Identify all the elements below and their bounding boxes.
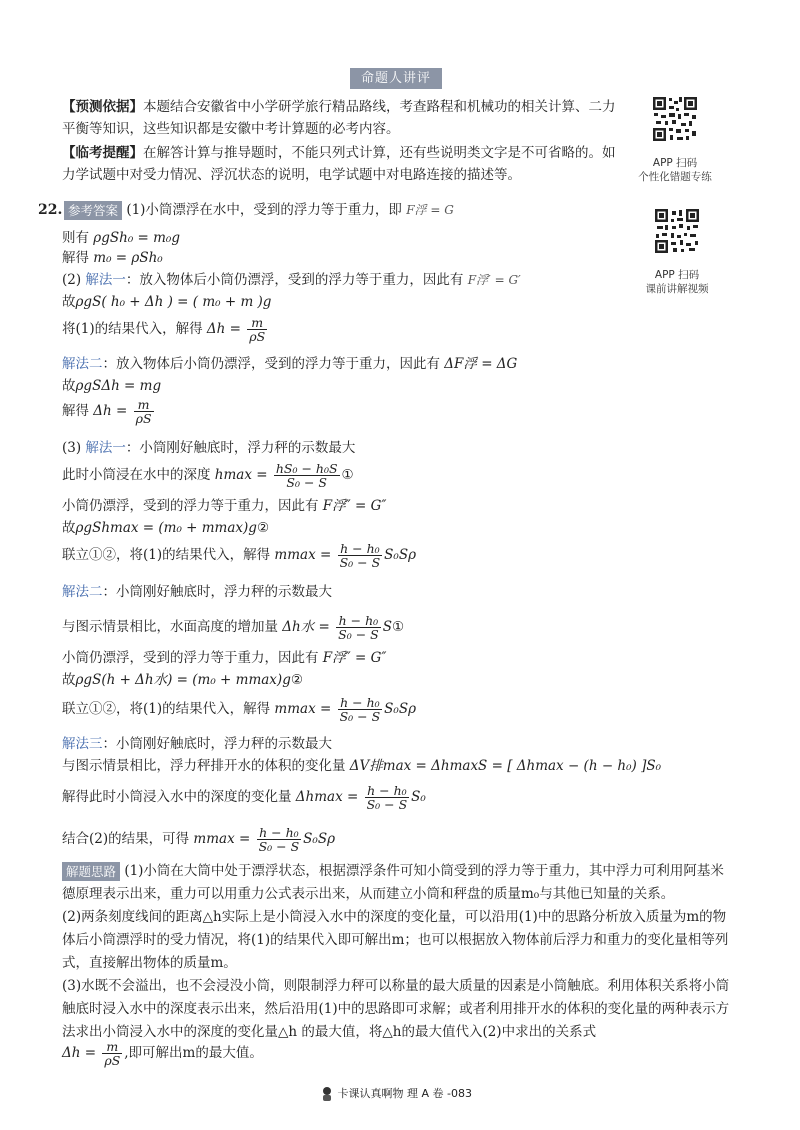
- mascot-icon: [320, 1086, 334, 1102]
- page-footer: 卡课认真啊物 理 A 卷 -083: [320, 1085, 472, 1102]
- qr-code-icon[interactable]: [654, 208, 700, 254]
- exam-reminder: [62, 142, 622, 186]
- part3-method3: 解法三：小筒刚好触底时，浮力秤的示数最大: [62, 736, 332, 752]
- qr2-caption-2: 课前讲解视频: [645, 283, 709, 295]
- fraction: $\frac{m}{\rho S}$: [104, 1039, 121, 1068]
- answer-line-1: 参考答案 (1)小筒漂浮在水中，受到的浮力等于重力，即 F浮 = G: [64, 200, 454, 220]
- explanation-p4: Δh = $\frac{m}{\rho S}$ ,即可解出m的最大值。: [62, 1039, 263, 1068]
- qr-code-icon[interactable]: [652, 96, 698, 142]
- part3-depth: 此时小筒浸在水中的深度 hmax = $\frac{\text{hS₀ − h₀S}}{\text{S₀ − S}}$ ①: [62, 461, 354, 490]
- reminder-text: 在解答计算与推导题时，不能只列式计算，还有些说明类文字是不可省略的。如力学试题中对受力情况、浮沉状态的说明，电学试题中对电路连接的描述等。: [62, 145, 616, 183]
- explanation-p3: (3)水既不会溢出，也不会浸没小筒，则限制浮力秤可以称量的最大质量的因素是小筒触底。利用体积关系将小筒触底时浸入水中的深度表示出来，然后沿用(1)中的思路即可求解；或者利用排开水的体积的变化量的两种表示方法求出小筒浸入水中的深度的变化量△h 的最大值，将△h的最大值代入(2)中求出的关系式: [62, 978, 730, 1040]
- fraction: $\frac{\text{h − h₀}}{\text{S₀ − S}}$: [258, 825, 300, 854]
- part3-result2: 联立①②，将(1)的结果代入，解得 mmax = $\frac{\text{h − h₀}}{\text{S₀ − S}}$ S₀Sρ: [62, 695, 417, 724]
- part3-float2: 小筒仍漂浮，受到的浮力等于重力，因此有 F浮″ = G″: [62, 650, 387, 666]
- fraction: $\frac{\text{h − h₀}}{\text{S₀ − S}}$: [366, 783, 408, 812]
- part3-depth-change: 解得此时小筒浸入水中的深度的变化量 Δhmax = $\frac{\text{h − h₀}}{\text{S₀ − S}}$ S₀: [62, 783, 426, 812]
- part3-volume: 与图示情景相比，浮力秤排开水的体积的变化量 ΔV排max = ΔhmaxS = [ Δhmax − (h − h₀) ]S₀: [62, 758, 662, 774]
- qr-block-2[interactable]: [640, 208, 714, 296]
- question-number: 22.: [38, 202, 63, 218]
- fraction: $\frac{m}{\rho S}$: [249, 315, 266, 344]
- fraction: $\frac{\text{h − h₀}}{\text{S₀ − S}}$: [338, 613, 379, 642]
- reminder-label: 【临考提醒】: [62, 145, 143, 161]
- section-title: 命题人讲评: [350, 68, 442, 89]
- part3-rise: 与图示情景相比，水面高度的增加量 Δh水 = $\frac{\text{h − h₀}}{\text{S₀ − S}}$ S①: [62, 613, 405, 642]
- part3-method1: (3) 解法一：小筒刚好触底时，浮力秤的示数最大: [62, 440, 356, 456]
- fraction: $\frac{\text{hS₀ − h₀S}}{\text{S₀ − S}}$: [275, 461, 338, 490]
- fraction: $\frac{\text{h − h₀}}{\text{S₀ − S}}$: [339, 541, 381, 570]
- part2-method2-eq: 故ρgSΔh = mg: [62, 378, 162, 394]
- explanation-p1: 解题思路 (1)小筒在大筒中处于漂浮状态，根据漂浮条件可知小筒受到的浮力等于重力，其中浮力可利用阿基米德原理表示出来，重力可以用重力公式表示出来，从而建立小筒和秤盘的质量m₀与其他已知量的关系。: [62, 863, 724, 902]
- part3-m2-eq: 故ρgS(h + Δh水) = (m₀ + mmax)g②: [62, 672, 303, 688]
- part2-eq: 故ρgS( h₀ + Δh ) = ( m₀ + m )g: [62, 294, 272, 310]
- basis-text: 本题结合安徽省中小学研学旅行精品路线，考查路程和机械功的相关计算、二力平衡等知识，这些知识都是安徽中考计算题的必考内容。: [62, 99, 616, 137]
- qr-block-1[interactable]: [640, 96, 710, 184]
- fraction: $\frac{m}{\rho S}$: [135, 397, 152, 426]
- part2-result2: 解得 Δh = $\frac{m}{\rho S}$: [62, 397, 152, 426]
- prediction-basis: [62, 96, 622, 140]
- part3-method2: 解法二：小筒刚好触底时，浮力秤的示数最大: [62, 584, 332, 600]
- answer-tag: 参考答案: [64, 201, 122, 220]
- answer-line-3: 解得 m₀ = ρSh₀: [62, 250, 163, 266]
- part2-method2: 解法二：放入物体后小筒仍漂浮，受到的浮力等于重力，因此有 ΔF浮 = ΔG: [62, 356, 518, 372]
- qr2-caption-1: APP 扫码: [654, 269, 700, 281]
- part3-eq2: 故ρgShmax = (m₀ + mmax)g②: [62, 520, 270, 536]
- part3-result1: 联立①②，将(1)的结果代入，解得 mmax = $\frac{\text{h − h₀}}{\text{S₀ − S}}$ S₀Sρ: [62, 541, 417, 570]
- basis-label: 【预测依据】: [62, 99, 143, 115]
- part2-result1: 将(1)的结果代入，解得 Δh = $\frac{m}{\rho S}$: [62, 315, 266, 344]
- qr1-caption-1: APP 扫码: [652, 157, 698, 169]
- qr1-caption-2: 个性化错题专练: [638, 171, 712, 183]
- part2-method1: (2) 解法一：放入物体后小筒仍漂浮，受到的浮力等于重力，因此有 F浮′ = G′: [62, 272, 521, 288]
- part3-float: 小筒仍漂浮，受到的浮力等于重力，因此有 F浮″ = G″: [62, 498, 387, 514]
- fraction: $\frac{\text{h − h₀}}{\text{S₀ − S}}$: [339, 695, 381, 724]
- explanation-p2: (2)两条刻度线间的距离△h实际上是小筒浸入水中的深度的变化量，可以沿用(1)中的思路分析放入质量为m的物体后小筒漂浮时的受力情况，将(1)的结果代入即可解出m；也可以根据放入物体前后浮力和重力的变化量相等列式，直接解出物体的质量m。: [62, 909, 729, 971]
- explanation-tag: 解题思路: [62, 862, 120, 881]
- part3-final: 结合(2)的结果，可得 mmax = $\frac{\text{h − h₀}}{\text{S₀ − S}}$ S₀Sρ: [62, 825, 336, 854]
- answer-line-2: 则有 ρgSh₀ = m₀g: [62, 230, 180, 246]
